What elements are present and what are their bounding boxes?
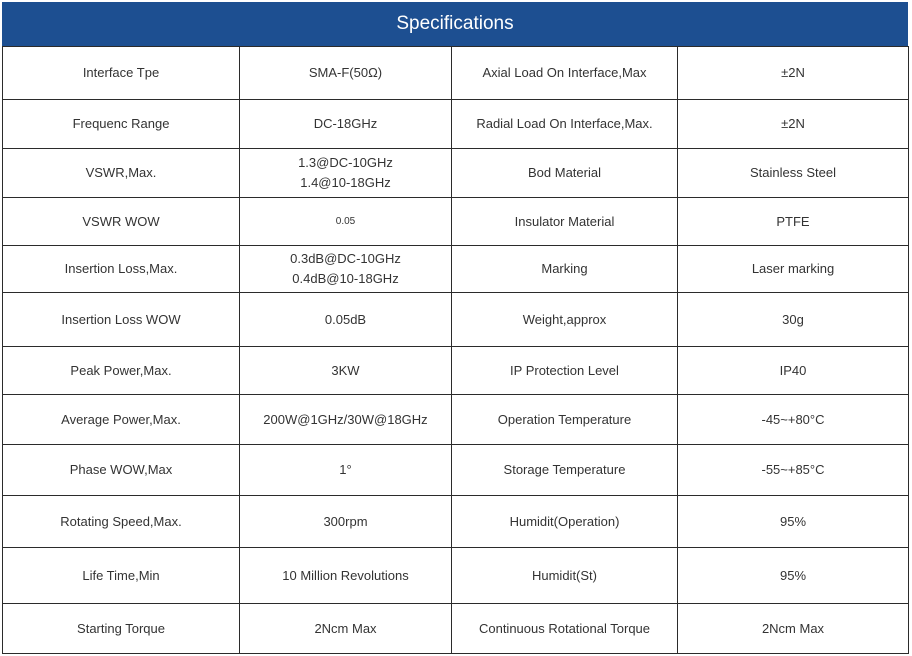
param-name: VSWR WOW [3, 198, 240, 246]
param-value: -45~+80°C [678, 395, 909, 445]
param-name: Insulator Material [452, 198, 678, 246]
param-name: VSWR,Max. [3, 149, 240, 198]
param-name: Insertion Loss,Max. [3, 246, 240, 293]
table-row [3, 149, 909, 198]
param-name: Phase WOW,Max [3, 445, 240, 496]
param-value: 95% [678, 548, 909, 604]
param-name: Starting Torque [3, 604, 240, 654]
param-name: Weight,approx [452, 293, 678, 347]
param-value: 1° [240, 445, 452, 496]
table-row [3, 395, 909, 445]
param-name: Insertion Loss WOW [3, 293, 240, 347]
param-name: Life Time,Min [3, 548, 240, 604]
param-value: 2Ncm Max [240, 604, 452, 654]
param-value: 95% [678, 496, 909, 548]
param-name: Humidit(St) [452, 548, 678, 604]
param-value: PTFE [678, 198, 909, 246]
param-value: 0.05 [240, 198, 452, 246]
table-row [3, 548, 909, 604]
param-value: 0.3dB@DC-10GHz 0.4dB@10-18GHz [240, 246, 452, 293]
param-value: 2Ncm Max [678, 604, 909, 654]
param-value: 300rpm [240, 496, 452, 548]
param-value: SMA-F(50Ω) [240, 47, 452, 100]
specifications-table [2, 46, 909, 654]
table-row [3, 47, 909, 100]
param-name: Radial Load On Interface,Max. [452, 100, 678, 149]
param-name: Rotating Speed,Max. [3, 496, 240, 548]
param-name: Average Power,Max. [3, 395, 240, 445]
param-value: 3KW [240, 347, 452, 395]
param-value: IP40 [678, 347, 909, 395]
param-value: ±2N [678, 47, 909, 100]
param-value: DC-18GHz [240, 100, 452, 149]
param-value: 10 Million Revolutions [240, 548, 452, 604]
param-value: 200W@1GHz/30W@18GHz [240, 395, 452, 445]
table-row [3, 293, 909, 347]
param-name: Continuous Rotational Torque [452, 604, 678, 654]
table-row [3, 246, 909, 293]
table-row [3, 445, 909, 496]
param-name: Humidit(Operation) [452, 496, 678, 548]
param-value: 1.3@DC-10GHz 1.4@10-18GHz [240, 149, 452, 198]
table-row [3, 347, 909, 395]
table-row [3, 604, 909, 654]
param-value: Stainless Steel [678, 149, 909, 198]
param-name: Peak Power,Max. [3, 347, 240, 395]
param-value: Laser marking [678, 246, 909, 293]
table-row [3, 496, 909, 548]
param-value: 30g [678, 293, 909, 347]
table-row [3, 100, 909, 149]
param-name: Operation Temperature [452, 395, 678, 445]
param-value: -55~+85°C [678, 445, 909, 496]
specifications-title: Specifications [2, 2, 908, 46]
param-name: Interface Tpe [3, 47, 240, 100]
param-value: 0.05dB [240, 293, 452, 347]
param-name: Frequenc Range [3, 100, 240, 149]
specifications-panel [2, 2, 908, 654]
param-name: Storage Temperature [452, 445, 678, 496]
param-value: ±2N [678, 100, 909, 149]
param-name: Marking [452, 246, 678, 293]
param-name: IP Protection Level [452, 347, 678, 395]
table-row [3, 198, 909, 246]
param-name: Bod Material [452, 149, 678, 198]
param-name: Axial Load On Interface,Max [452, 47, 678, 100]
